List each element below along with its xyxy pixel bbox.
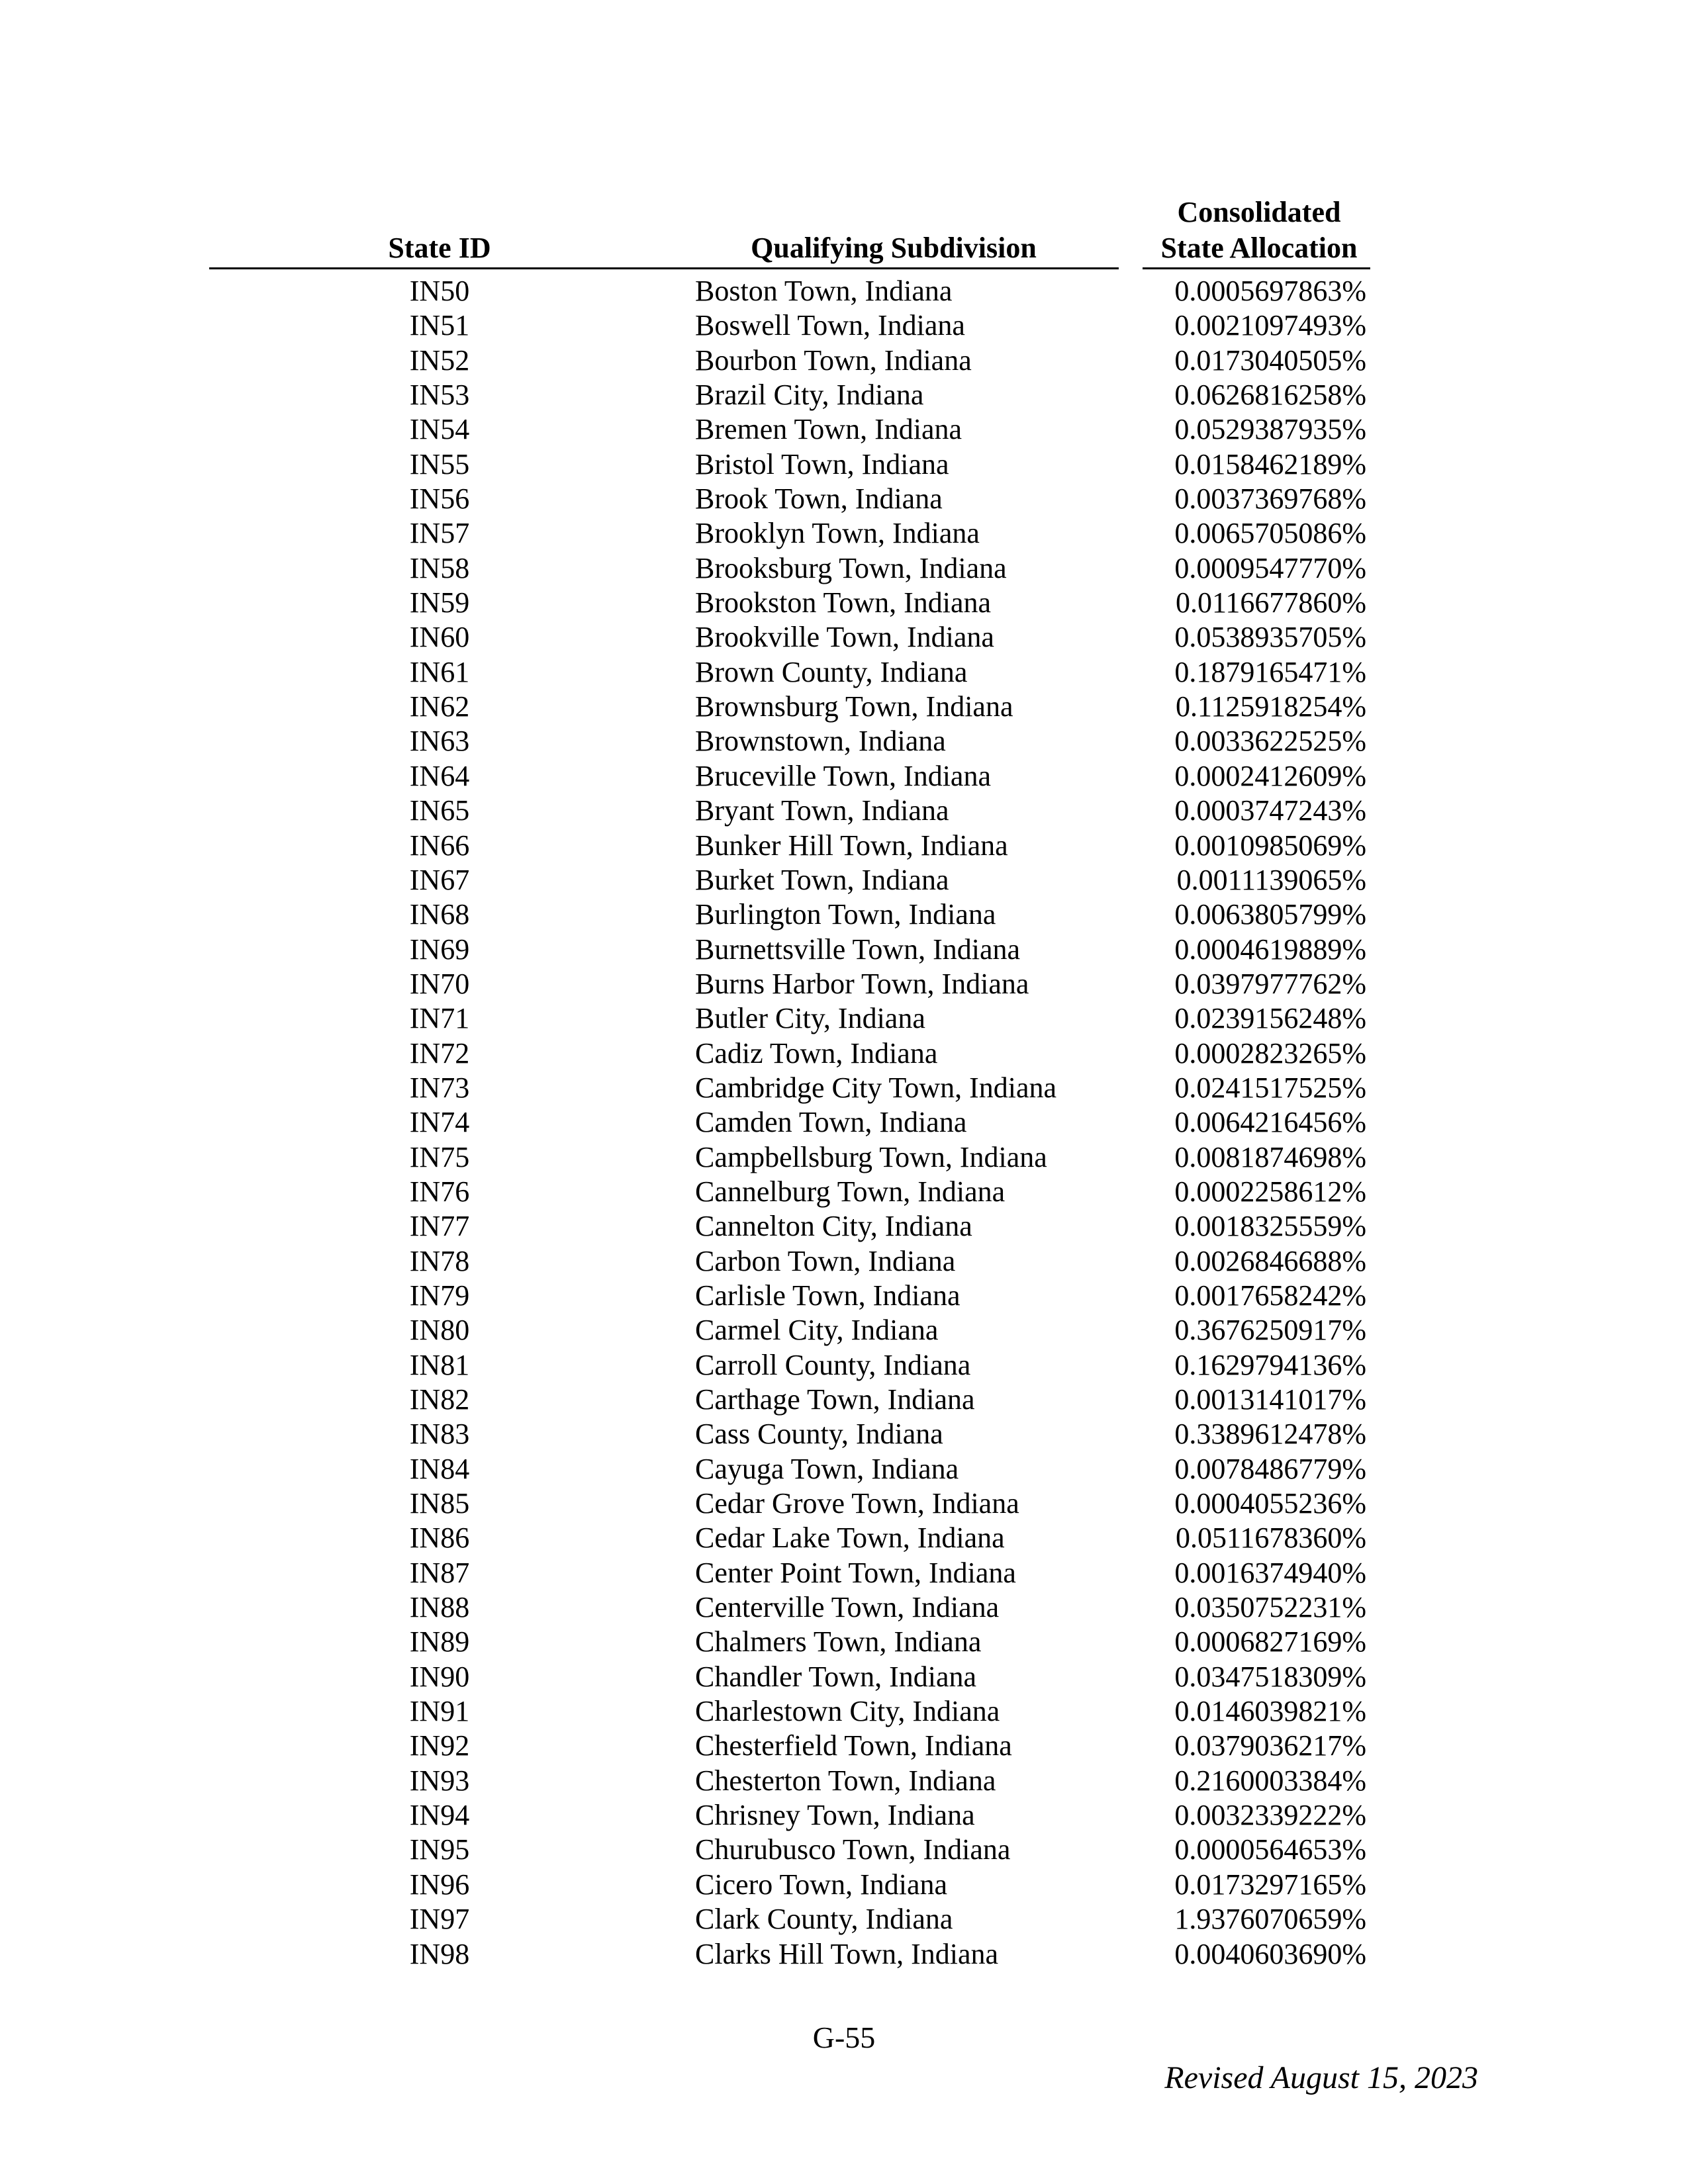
subdivision-cell: Cadiz Town, Indiana [695,1036,938,1069]
subdivision-cell: Brooklyn Town, Indiana [695,517,980,550]
allocation-cell: 0.0116677860% [1175,586,1366,619]
subdivision-cell: Cannelburg Town, Indiana [695,1175,1006,1208]
allocation-cell: 0.0626816258% [1174,379,1366,412]
allocation-cell: 0.0011139065% [1176,863,1366,896]
state-id-cell: IN91 [409,1695,470,1728]
allocation-cell: 0.0005697863% [1174,275,1366,307]
subdivision-cell: Carmel City, Indiana [695,1314,939,1347]
allocation-cell: 0.3389612478% [1174,1418,1366,1451]
table-row [0,1486,1688,1521]
header-state-id: State ID [388,232,491,264]
table-row [0,794,1688,828]
table-row [0,343,1688,378]
allocation-cell: 0.0033622525% [1174,725,1366,758]
subdivision-cell: Bruceville Town, Indiana [695,759,991,792]
state-id-cell: IN80 [409,1314,470,1347]
allocation-cell: 0.0002412609% [1174,759,1366,792]
subdivision-cell: Carthage Town, Indiana [695,1383,975,1416]
subdivision-cell: Brownstown, Indiana [695,725,946,758]
state-id-cell: IN64 [409,759,470,792]
allocation-cell: 0.3676250917% [1174,1314,1366,1347]
state-id-cell: IN87 [409,1556,470,1589]
state-id-cell: IN55 [409,447,470,480]
state-id-cell: IN75 [409,1140,470,1173]
subdivision-cell: Charlestown City, Indiana [695,1695,1000,1728]
subdivision-cell: Bristol Town, Indiana [695,447,949,480]
subdivision-cell: Chrisney Town, Indiana [695,1799,975,1832]
state-id-cell: IN76 [409,1175,470,1208]
allocation-cell: 0.0003747243% [1174,794,1366,827]
table-row [0,1383,1688,1417]
subdivision-cell: Bourbon Town, Indiana [695,343,972,377]
allocation-cell: 0.0004055236% [1174,1487,1366,1520]
header-rule-subdivision [669,267,1119,269]
subdivision-cell: Camden Town, Indiana [695,1106,967,1139]
allocation-cell: 0.2160003384% [1174,1764,1366,1797]
table-row [0,1798,1688,1833]
allocation-cell: 0.1629794136% [1174,1348,1366,1381]
subdivision-cell: Chalmers Town, Indiana [695,1625,982,1659]
table-row [0,1660,1688,1694]
state-id-cell: IN89 [409,1625,470,1659]
subdivision-cell: Cannelton City, Indiana [695,1210,972,1243]
table-row [0,1833,1688,1867]
table-row [0,933,1688,967]
subdivision-cell: Carbon Town, Indiana [695,1244,956,1277]
table-row [0,1175,1688,1209]
allocation-cell: 0.0511678360% [1175,1522,1366,1555]
allocation-cell: 0.0173297165% [1174,1868,1366,1901]
revised-date: Revised August 15, 2023 [1164,2060,1478,2095]
allocation-cell: 0.0006827169% [1174,1625,1366,1659]
table-row [0,1729,1688,1763]
table-row [0,1590,1688,1625]
allocation-cell: 0.0009547770% [1174,551,1366,584]
state-id-cell: IN77 [409,1210,470,1243]
state-id-cell: IN74 [409,1106,470,1139]
allocation-cell: 0.0018325559% [1174,1210,1366,1243]
state-id-cell: IN70 [409,967,470,1000]
subdivision-cell: Campbellsburg Town, Indiana [695,1140,1047,1173]
allocation-cell: 0.1125918254% [1175,690,1366,723]
subdivision-cell: Carroll County, Indiana [695,1348,971,1381]
state-id-cell: IN67 [409,863,470,896]
table-row [0,1452,1688,1486]
subdivision-cell: Burlington Town, Indiana [695,898,996,931]
table-row [0,863,1688,897]
table-row [0,274,1688,308]
state-id-cell: IN93 [409,1764,470,1797]
allocation-cell: 0.0158462189% [1174,447,1366,480]
state-id-cell: IN86 [409,1522,470,1555]
allocation-cell: 0.0347518309% [1174,1660,1366,1693]
table-row [0,967,1688,1001]
table-row [0,1036,1688,1071]
subdivision-cell: Chesterfield Town, Indiana [695,1729,1012,1762]
table-row [0,1694,1688,1729]
allocation-cell: 0.0016374940% [1174,1556,1366,1589]
allocation-cell: 1.9376070659% [1174,1903,1366,1936]
state-id-cell: IN73 [409,1071,470,1104]
table-row [0,516,1688,551]
table-row [0,759,1688,794]
table-row [0,655,1688,690]
state-id-cell: IN52 [409,343,470,377]
state-id-cell: IN95 [409,1833,470,1866]
state-id-cell: IN83 [409,1418,470,1451]
subdivision-cell: Chandler Town, Indiana [695,1660,977,1693]
table-row [0,1140,1688,1175]
subdivision-cell: Centerville Town, Indiana [695,1591,1000,1624]
table-row [0,1868,1688,1902]
subdivision-cell: Brazil City, Indiana [695,379,924,412]
state-id-cell: IN88 [409,1591,470,1624]
state-id-cell: IN97 [409,1903,470,1936]
subdivision-cell: Boswell Town, Indiana [695,309,965,342]
state-id-cell: IN58 [409,551,470,584]
state-id-cell: IN84 [409,1452,470,1485]
table-row [0,1556,1688,1590]
table-row [0,1417,1688,1451]
state-id-cell: IN85 [409,1487,470,1520]
subdivision-cell: Brook Town, Indiana [695,482,943,516]
subdivision-cell: Brown County, Indiana [695,655,968,688]
state-id-cell: IN94 [409,1799,470,1832]
allocation-cell: 0.0010985069% [1174,829,1366,862]
subdivision-cell: Burket Town, Indiana [695,863,949,896]
table-row [0,1244,1688,1279]
subdivision-cell: Boston Town, Indiana [695,275,953,307]
state-id-cell: IN96 [409,1868,470,1901]
allocation-cell: 0.0078486779% [1174,1452,1366,1485]
table-row [0,620,1688,655]
allocation-cell: 0.0037369768% [1174,482,1366,516]
allocation-cell: 0.0241517525% [1174,1071,1366,1104]
subdivision-cell: Clark County, Indiana [695,1903,953,1936]
allocation-cell: 0.0397977762% [1174,967,1366,1000]
state-id-cell: IN78 [409,1244,470,1277]
table-row [0,1902,1688,1936]
state-id-cell: IN92 [409,1729,470,1762]
subdivision-cell: Churubusco Town, Indiana [695,1833,1011,1866]
allocation-cell: 0.0040603690% [1174,1937,1366,1970]
subdivision-cell: Brownsburg Town, Indiana [695,690,1013,723]
table-row [0,1764,1688,1798]
table-row [0,1625,1688,1659]
header-rule-allocation [1143,267,1370,269]
state-id-cell: IN62 [409,690,470,723]
table-row [0,447,1688,482]
table-row [0,1105,1688,1140]
table-row [0,1001,1688,1036]
subdivision-cell: Burnettsville Town, Indiana [695,933,1021,966]
subdivision-cell: Clarks Hill Town, Indiana [695,1937,999,1970]
subdivision-cell: Bunker Hill Town, Indiana [695,829,1008,862]
allocation-cell: 0.0239156248% [1174,1002,1366,1035]
header-qualifying-subdivision: Qualifying Subdivision [751,232,1037,264]
allocation-cell: 0.0002258612% [1174,1175,1366,1208]
state-id-cell: IN59 [409,586,470,619]
state-id-cell: IN53 [409,379,470,412]
subdivision-cell: Burns Harbor Town, Indiana [695,967,1029,1000]
subdivision-cell: Chesterton Town, Indiana [695,1764,996,1797]
allocation-cell: 0.0146039821% [1174,1695,1366,1728]
state-id-cell: IN98 [409,1937,470,1970]
header-rule-state-id [209,267,670,269]
state-id-cell: IN90 [409,1660,470,1693]
allocation-cell: 0.0004619889% [1174,933,1366,966]
state-id-cell: IN79 [409,1279,470,1312]
subdivision-cell: Cedar Grove Town, Indiana [695,1487,1019,1520]
allocation-cell: 0.0063805799% [1174,898,1366,931]
state-id-cell: IN72 [409,1036,470,1069]
table-row [0,482,1688,516]
allocation-cell: 0.0173040505% [1174,343,1366,377]
subdivision-cell: Bremen Town, Indiana [695,413,962,446]
subdivision-cell: Brooksburg Town, Indiana [695,551,1007,584]
table-row [0,1279,1688,1313]
state-id-cell: IN56 [409,482,470,516]
table-row [0,897,1688,932]
table-row [0,1071,1688,1105]
allocation-cell: 0.0081874698% [1174,1140,1366,1173]
allocation-cell: 0.0002823265% [1174,1036,1366,1069]
table-row [0,551,1688,586]
page-number: G-55 [812,2021,876,2054]
subdivision-cell: Cayuga Town, Indiana [695,1452,959,1485]
allocation-cell: 0.0350752231% [1174,1591,1366,1624]
allocation-cell: 0.0013141017% [1174,1383,1366,1416]
allocation-cell: 0.0026846688% [1174,1244,1366,1277]
allocation-cell: 0.0032339222% [1174,1799,1366,1832]
subdivision-cell: Center Point Town, Indiana [695,1556,1016,1589]
state-id-cell: IN61 [409,655,470,688]
state-id-cell: IN71 [409,1002,470,1035]
state-id-cell: IN69 [409,933,470,966]
table-row [0,1937,1688,1972]
subdivision-cell: Cass County, Indiana [695,1418,943,1451]
table-row [0,412,1688,447]
state-id-cell: IN50 [409,275,470,307]
allocation-cell: 0.0529387935% [1174,413,1366,446]
subdivision-cell: Butler City, Indiana [695,1002,925,1035]
table-row [0,690,1688,724]
state-id-cell: IN60 [409,621,470,654]
state-id-cell: IN68 [409,898,470,931]
table-row [0,378,1688,412]
state-id-cell: IN51 [409,309,470,342]
table-row [0,1209,1688,1244]
allocation-cell: 0.0021097493% [1174,309,1366,342]
allocation-cell: 0.0064216456% [1174,1106,1366,1139]
subdivision-cell: Bryant Town, Indiana [695,794,949,827]
allocation-cell: 0.1879165471% [1174,655,1366,688]
allocation-cell: 0.0017658242% [1174,1279,1366,1312]
state-id-cell: IN57 [409,517,470,550]
table-row [0,1313,1688,1347]
state-id-cell: IN81 [409,1348,470,1381]
subdivision-cell: Cambridge City Town, Indiana [695,1071,1057,1104]
allocation-cell: 0.0538935705% [1174,621,1366,654]
subdivision-cell: Cedar Lake Town, Indiana [695,1522,1005,1555]
table-row [0,308,1688,343]
subdivision-cell: Brookville Town, Indiana [695,621,994,654]
allocation-cell: 0.0000564653% [1174,1833,1366,1866]
table-row [0,1348,1688,1383]
table-row [0,724,1688,758]
state-id-cell: IN63 [409,725,470,758]
allocation-cell: 0.0065705086% [1174,517,1366,550]
subdivision-cell: Carlisle Town, Indiana [695,1279,961,1312]
subdivision-cell: Brookston Town, Indiana [695,586,992,619]
state-id-cell: IN82 [409,1383,470,1416]
allocation-cell: 0.0379036217% [1174,1729,1366,1762]
table-row [0,829,1688,863]
allocation-table [0,274,1688,1972]
state-id-cell: IN54 [409,413,470,446]
subdivision-cell: Cicero Town, Indiana [695,1868,948,1901]
table-row [0,1521,1688,1555]
table-row [0,586,1688,620]
state-id-cell: IN65 [409,794,470,827]
state-id-cell: IN66 [409,829,470,862]
header-state-allocation: State Allocation [1160,232,1358,264]
header-consolidated: Consolidated [1177,196,1341,228]
